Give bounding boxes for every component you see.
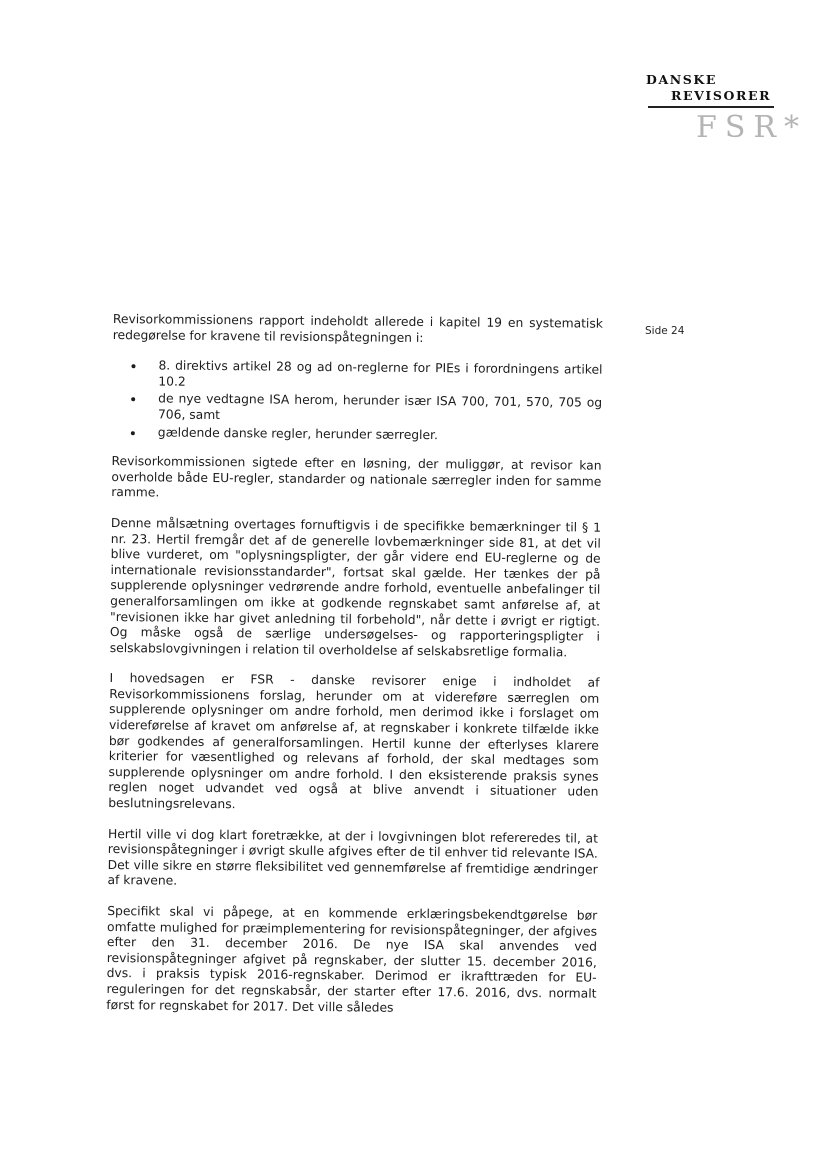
logo-text-revisorer: REVISORER <box>671 88 772 103</box>
intro-paragraph: Revisorkommissionens rapport indeholdt allerede i kapitel 19 en systematisk redegørelse for kravene til revisionspåtegningen i: <box>112 312 603 345</box>
paragraph: Denne målsætning overtages fornuftigvis i de specifikke bemærkninger til § 1 nr. 23. Hertil fremgår det af de generelle lovbemærkninger side 81, at det vil blive vurderet, om "oplysningspligter, der går videre end EU-reglerne og de internationale revisionsstandarder", fortsat skal gælde. Her tænkes der på supplerende oplysninger vedrørende andre forhold, eventuelle anbefalinger til generalforsamlingen om ikke at godkende regnskabet samt anførelse af, at "revisionen ikke har givet anledning til forbehold", når dette i øvrigt er rigtigt. Og måske også de særlige undersøgelses- og rapporteringspligter i selskabslovgivningen i relation til overholdelse af selskabsretlige formalia. <box>109 515 602 660</box>
page-number: Side 24 <box>645 325 685 337</box>
list-item: 8. direktivs artikel 28 og ad on-reglerne for PIEs i forordningens artikel 10.2 <box>158 359 602 394</box>
requirements-list <box>112 358 603 445</box>
logo-divider <box>648 106 774 108</box>
paragraph: Specifikt skal vi påpege, at en kommende erklæringsbekendtgørelse bør omfatte mulighed for præimplementering for revisionspåtegninger, der afgives efter den 31. december 2016. De nye ISA skal anvendes ved revisionspåtegninger afgivet på regnskaber, der slutter 15. december 2016, dvs. i praksis typisk 2016-regnskaber. Derimod er ikrafttræden for EU-reguleringen for det regnskabsår, der starter efter 17.6. 2016, dvs. normalt først for regnskabet for 2017. Det ville således <box>106 903 598 1015</box>
paragraph: Hertil ville vi dog klart foretrække, at der i lovgivningen blot refereredes til, at revisionspåtegninger i øvrigt skulle afgives efter de til enhver tid relevante ISA. Det ville sikre en større fleksibilitet ved gennemførelse af fremtidige ændringer af kravene. <box>107 826 599 889</box>
paragraph: Revisorkommissionen sigtede efter en løsning, der muliggør, at revisor kan overholde både EU-regler, standarder og nationale særregler inden for samme ramme. <box>111 454 602 500</box>
list-item: de nye vedtagne ISA herom, herunder især ISA 700, 701, 570, 705 og 706, samt <box>158 392 602 427</box>
logo-fsr-mark: FSR* <box>696 110 807 145</box>
document-body <box>106 312 603 1033</box>
list-item: gældende danske regler, herunder særregler. <box>158 425 602 445</box>
paragraph: I hovedsagen er FSR - danske revisorer enige i indholdet af Revisorkommissionens forslag, herunder om at videreføre særreglen om supplerende oplysninger om andre forhold, men derimod ikke i forslaget om videreførelse af kravet om anførelse af, at regnskaber i konkrete tilfælde ikke bør godkendes af generalforsamlingen. Hertil kunne der efterlyses klarere kriterier for væsentlighed og relevans af forhold, der skal medtages som supplerende oplysninger om andre forhold. I den eksisterende praksis synes reglen noget udvandet ved også at blive anvendt i situationer uden beslutningsrelevans. <box>108 671 600 812</box>
logo-text-danske: DANSKE <box>646 72 717 87</box>
